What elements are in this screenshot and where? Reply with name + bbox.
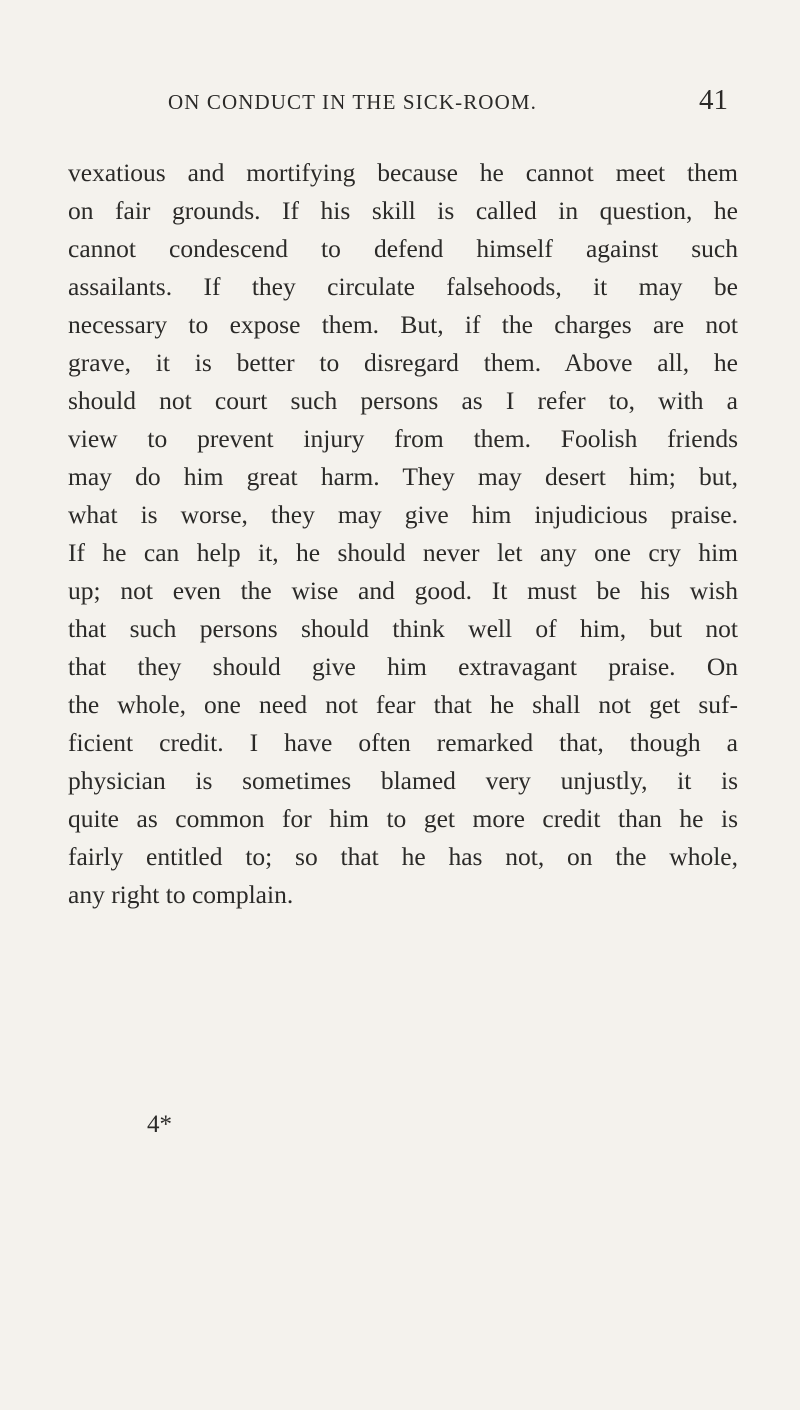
text-line: quite as common for him to get more credit than he is	[68, 804, 738, 833]
text-line: physician is sometimes blamed very unjustly, it is	[68, 766, 738, 795]
text-line: fairly entitled to; so that he has not, on the whole,	[68, 842, 738, 871]
text-line: grave, it is better to disregard them. Above all, he	[68, 348, 738, 377]
text-line: necessary to expose them. But, if the charges are not	[68, 310, 738, 339]
text-line: any right to complain.	[68, 880, 294, 909]
text-line: cannot condescend to defend himself against such	[68, 234, 738, 263]
running-title: ON CONDUCT IN THE SICK-ROOM.	[168, 90, 537, 114]
text-line: vexatious and mortifying because he cannot meet them	[68, 158, 738, 187]
text-line: ficient credit. I have often remarked that, though a	[68, 728, 738, 757]
text-line: may do him great harm. They may desert him; but,	[68, 462, 738, 491]
text-line: on fair grounds. If his skill is called in question, he	[68, 196, 738, 225]
text-line: up; not even the wise and good. It must be his wish	[68, 576, 738, 605]
text-line: assailants. If they circulate falsehoods, it may be	[68, 272, 738, 301]
text-line: should not court such persons as I refer to, with a	[68, 386, 738, 415]
page-number: 41	[699, 84, 728, 116]
body-text	[68, 154, 738, 914]
text-line: that such persons should think well of him, but not	[68, 614, 738, 643]
signature-mark: 4*	[147, 1111, 172, 1138]
text-line: the whole, one need not fear that he shall not get suf-	[68, 690, 738, 719]
text-line: that they should give him extravagant praise. On	[68, 652, 738, 681]
text-line: view to prevent injury from them. Foolish friends	[68, 424, 738, 453]
running-head	[168, 84, 728, 120]
text-line: If he can help it, he should never let any one cry him	[68, 538, 738, 567]
text-line: what is worse, they may give him injudicious praise.	[68, 500, 738, 529]
